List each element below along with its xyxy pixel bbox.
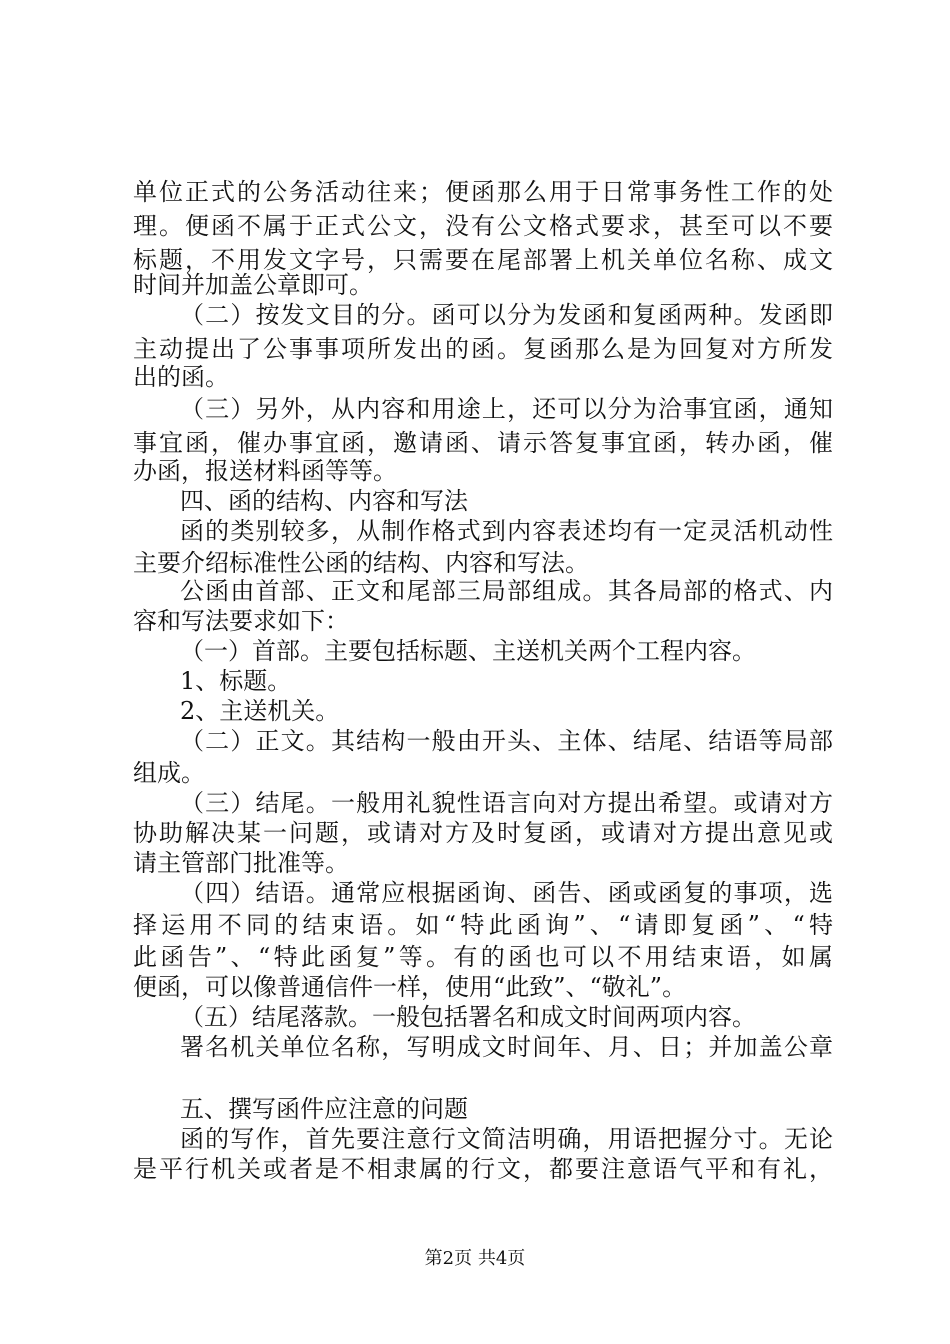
- text-line: 函的写作，首先要注意行文简洁明确，用语把握分寸。无论: [180, 1125, 833, 1153]
- text-line: 出的函。: [133, 363, 229, 391]
- text-line: 单位正式的公务活动往来；便函那么用于日常事务性工作的处: [133, 178, 833, 206]
- text-line: 便函，可以像普通信件一样，使用“此致”、“敬礼”。: [133, 973, 687, 1001]
- text-line: 理。便函不属于正式公文，没有公文格式要求，甚至可以不要: [133, 212, 833, 240]
- text-line: （二）正文。其结构一般由开头、主体、结尾、结语等局部: [180, 727, 833, 755]
- text-line: （二）按发文目的分。函可以分为发函和复函两种。发函即: [180, 301, 833, 329]
- text-line: 署名机关单位名称，写明成文时间年、月、日；并加盖公章: [180, 1033, 833, 1061]
- page-number-footer: 第2页 共4页: [424, 1248, 526, 1269]
- section-heading: 四、函的结构、内容和写法: [180, 487, 468, 515]
- text-line: （三）另外，从内容和用途上，还可以分为洽事宜函，通知: [180, 395, 833, 423]
- text-line: 协助解决某一问题，或请对方及时复函，或请对方提出意见或: [133, 819, 833, 847]
- text-line: 2、主送机关。: [180, 697, 340, 725]
- text-line: 时间并加盖公章即可。: [133, 271, 373, 299]
- text-line: 函的类别较多，从制作格式到内容表述均有一定灵活机动性: [180, 517, 833, 545]
- text-line: （四）结语。通常应根据函询、函告、函或函复的事项，选: [180, 879, 833, 907]
- text-line: 择运用不同的结束语。如“特此函询”、“请即复函”、“特: [133, 911, 833, 939]
- text-line: （三）结尾。一般用礼貌性语言向对方提出希望。或请对方: [180, 789, 833, 817]
- text-line: 标题，不用发文字号，只需要在尾部署上机关单位名称、成文: [133, 246, 833, 274]
- text-line: 是平行机关或者是不相隶属的行文，都要注意语气平和有礼，: [133, 1155, 833, 1183]
- text-line: 组成。: [133, 759, 205, 787]
- text-line: 主动提出了公事事项所发出的函。复函那么是为回复对方所发: [133, 335, 833, 363]
- section-heading: 五、撰写函件应注意的问题: [180, 1095, 468, 1123]
- text-line: 此函告”、“特此函复”等。有的函也可以不用结束语，如属: [133, 943, 833, 971]
- text-line: 事宜函，催办事宜函，邀请函、请示答复事宜函，转办函，催: [133, 429, 833, 457]
- text-line: 请主管部门批准等。: [133, 849, 349, 877]
- text-line: （五）结尾落款。一般包括署名和成文时间两项内容。: [180, 1003, 756, 1031]
- text-line: 办函，报送材料函等等。: [133, 457, 397, 485]
- text-line: 1、标题。: [180, 667, 292, 695]
- text-line: 主要介绍标准性公函的结构、内容和写法。: [133, 549, 589, 577]
- text-line: （一）首部。主要包括标题、主送机关两个工程内容。: [180, 637, 756, 665]
- text-line: 容和写法要求如下：: [133, 607, 349, 635]
- text-line: 公函由首部、正文和尾部三局部组成。其各局部的格式、内: [180, 577, 833, 605]
